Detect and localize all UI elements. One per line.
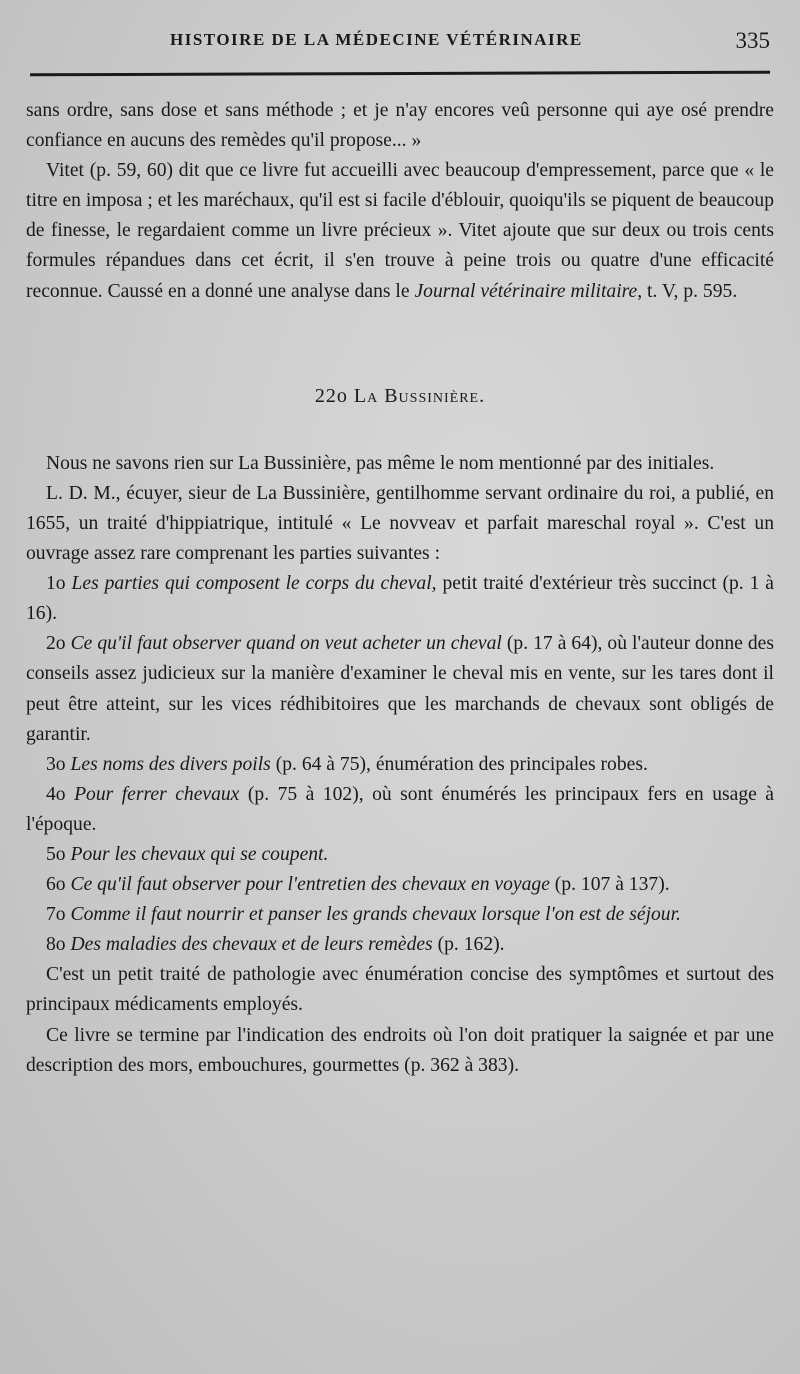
header-rule: [30, 71, 770, 77]
list-item: 5o Pour les chevaux qui se coupent.: [46, 843, 329, 865]
paragraph: Vitet (p. 59, 60) dit que ce livre fut accueilli avec beaucoup d'empressement, parce que « le titre en imposa ; et les maréchaux, qu'il est si facile d'éblouir, quoiqu'ils se piquent de beaucoup de finesse, le regardaient comme un livre précieux ». Vitet ajoute que sur deux ou trois cents formules répandues dans cet écrit, il s'en trouve à peine trois ou quatre d'une efficacité reconnue. Caussé en a donné une analyse dans le Journal vétérinaire militaire, t. V, p. 595.: [26, 160, 774, 302]
running-title: HISTOIRE DE LA MÉDECINE VÉTÉRINAIRE: [170, 30, 583, 49]
list-item: 4o Pour ferrer chevaux (p. 75 à 102), où sont énumérés les principaux fers en usage à l'époque.: [26, 783, 774, 835]
list-item: 2o Ce qu'il faut observer quand on veut acheter un cheval (p. 17 à 64), où l'auteur donne des conseils assez judicieux sur la manière d'examiner le cheval mis en vente, sur les tares dont il peut être atteint, sur les vices rédhibitoires que les marchands de chevaux sont obligés de garantir.: [26, 633, 774, 745]
page-number: 335: [735, 28, 770, 53]
list-item: 6o Ce qu'il faut observer pour l'entretien des chevaux en voyage (p. 107 à 137).: [46, 874, 670, 896]
page-header: [30, 22, 770, 62]
paragraph: L. D. M., écuyer, sieur de La Bussinière, gentilhomme servant ordinaire du roi, a publié, en 1655, un traité d'hippiatrique, intitulé « Le novveav et parfait mareschal royal ». C'est un ouvrage assez rare comprenant les parties suivantes :: [26, 482, 774, 565]
list-item: 8o Des maladies des chevaux et de leurs remèdes (p. 162).: [46, 934, 505, 956]
paragraph: sans ordre, sans dose et sans méthode ; et je n'ay encores veû personne qui aye osé prendre confiance en aucuns des remèdes qu'il propose... »: [26, 100, 774, 152]
paragraph: Nous ne savons rien sur La Bussinière, pas même le nom mentionné par des initiales.: [46, 452, 715, 474]
list-item: 1o Les parties qui composent le corps du cheval, petit traité d'extérieur très succinct (p. 1 à 16).: [26, 573, 774, 625]
list-item: 7o Comme il faut nourrir et panser les grands chevaux lorsque l'on est de séjour.: [46, 904, 681, 926]
paragraph: Ce livre se termine par l'indication des endroits où l'on doit pratiquer la saignée et par une description des mors, embouchures, gourmettes (p. 362 à 383).: [26, 1024, 774, 1076]
list-item: 3o Les noms des divers poils (p. 64 à 75), énumération des principales robes.: [46, 753, 648, 775]
section-number: 22o: [314, 384, 348, 407]
section-heading: [26, 381, 774, 411]
section-title: La Bussinière.: [353, 384, 486, 407]
paragraph: C'est un petit traité de pathologie avec énumération concise des symptômes et surtout des principaux médicaments employés.: [26, 964, 774, 1016]
page-body: [26, 96, 774, 1081]
journal-title: Journal vétérinaire militaire: [414, 280, 638, 302]
